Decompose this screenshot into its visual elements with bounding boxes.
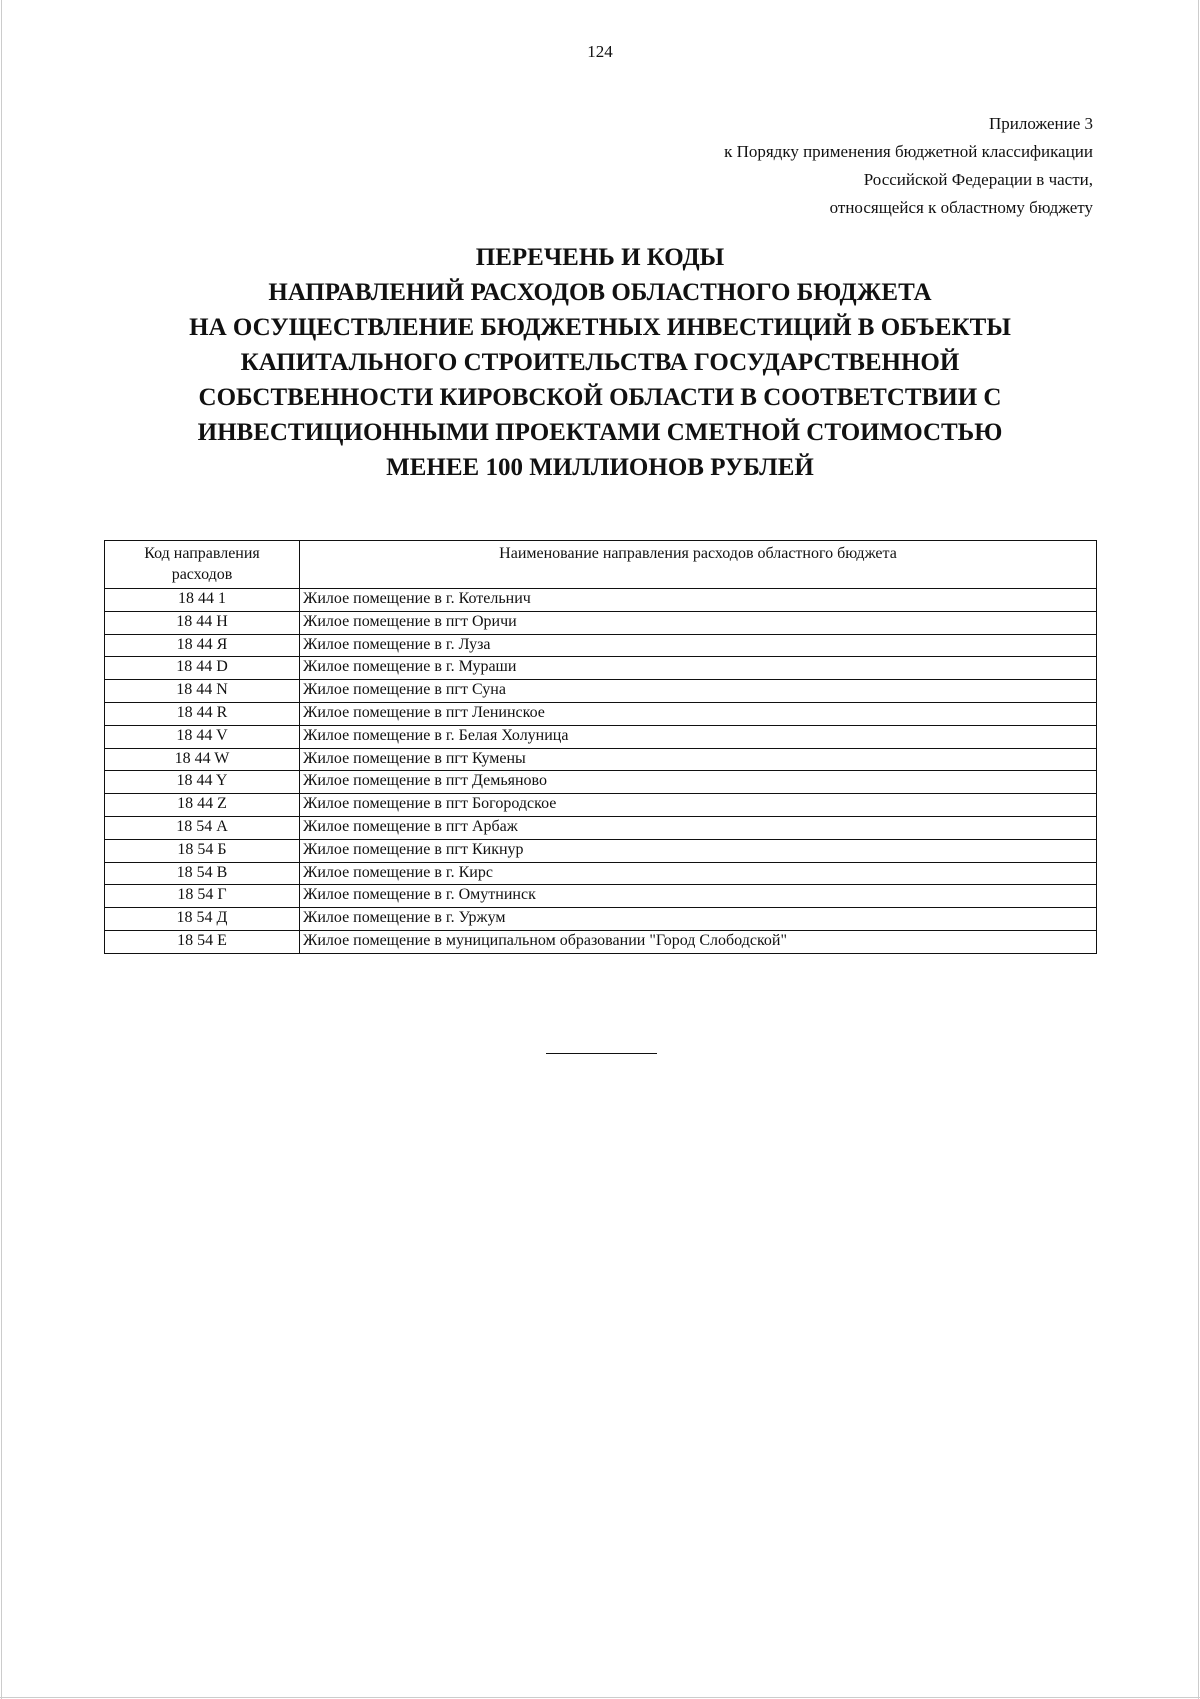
cell-name: Жилое помещение в г. Белая Холуница <box>300 725 1097 748</box>
table-row <box>105 725 1097 748</box>
cell-code: 18 44 Y <box>105 771 300 794</box>
cell-name: Жилое помещение в пгт Ленинское <box>300 702 1097 725</box>
table-row <box>105 794 1097 817</box>
table-row <box>105 885 1097 908</box>
cell-name: Жилое помещение в пгт Оричи <box>300 611 1097 634</box>
table-body <box>105 589 1097 954</box>
cell-code: 18 44 W <box>105 748 300 771</box>
cell-code: 18 54 Д <box>105 908 300 931</box>
table-row <box>105 611 1097 634</box>
header-name: Наименование направления расходов областного бюджета <box>300 541 1097 589</box>
header-code-line1: Код направления <box>144 545 260 562</box>
cell-code: 18 44 V <box>105 725 300 748</box>
header-code-line2: расходов <box>171 566 233 583</box>
table-row <box>105 589 1097 612</box>
cell-name: Жилое помещение в пгт Кикнур <box>300 839 1097 862</box>
title-line: СОБСТВЕННОСТИ КИРОВСКОЙ ОБЛАСТИ В СООТВЕТСТВИИ С <box>198 384 1002 411</box>
appendix-line: относящейся к областному бюджету <box>829 198 1093 217</box>
title-line: МЕНЕЕ 100 МИЛЛИОНОВ РУБЛЕЙ <box>386 454 814 481</box>
table-row <box>105 702 1097 725</box>
cell-code: 18 44 Н <box>105 611 300 634</box>
title-line: НАПРАВЛЕНИЙ РАСХОДОВ ОБЛАСТНОГО БЮДЖЕТА <box>268 279 932 306</box>
header-code <box>105 541 300 589</box>
title-line: ПЕРЕЧЕНЬ И КОДЫ <box>475 244 725 271</box>
cell-code: 18 44 1 <box>105 589 300 612</box>
page-edge-bottom <box>0 1697 1200 1698</box>
table-row <box>105 839 1097 862</box>
appendix-line: к Порядку применения бюджетной классификации <box>724 142 1093 161</box>
cell-code: 18 44 Z <box>105 794 300 817</box>
codes-table <box>104 540 1097 954</box>
cell-code: 18 54 Б <box>105 839 300 862</box>
cell-code: 18 44 D <box>105 657 300 680</box>
table-row <box>105 657 1097 680</box>
cell-code: 18 44 N <box>105 680 300 703</box>
table-row <box>105 680 1097 703</box>
cell-name: Жилое помещение в пгт Богородское <box>300 794 1097 817</box>
cell-code: 18 54 Е <box>105 930 300 953</box>
cell-name: Жилое помещение в г. Уржум <box>300 908 1097 931</box>
cell-code: 18 54 В <box>105 862 300 885</box>
title-line: НА ОСУЩЕСТВЛЕНИЕ БЮДЖЕТНЫХ ИНВЕСТИЦИЙ В ОБЪЕКТЫ <box>189 314 1011 341</box>
cell-name: Жилое помещение в пгт Кумены <box>300 748 1097 771</box>
table-row <box>105 816 1097 839</box>
end-divider <box>546 1053 657 1054</box>
table-row <box>105 930 1097 953</box>
cell-code: 18 54 А <box>105 816 300 839</box>
cell-name: Жилое помещение в г. Котельнич <box>300 589 1097 612</box>
table-row <box>105 862 1097 885</box>
cell-code: 18 44 Я <box>105 634 300 657</box>
cell-name: Жилое помещение в г. Омутнинск <box>300 885 1097 908</box>
table-row <box>105 771 1097 794</box>
cell-code: 18 44 R <box>105 702 300 725</box>
appendix-line: Российской Федерации в части, <box>863 170 1093 189</box>
appendix-note <box>724 110 1093 222</box>
cell-name: Жилое помещение в пгт Суна <box>300 680 1097 703</box>
table-row <box>105 908 1097 931</box>
table-row <box>105 634 1097 657</box>
cell-name: Жилое помещение в г. Луза <box>300 634 1097 657</box>
cell-name: Жилое помещение в пгт Арбаж <box>300 816 1097 839</box>
cell-name: Жилое помещение в г. Мураши <box>300 657 1097 680</box>
page-number: 124 <box>587 42 613 61</box>
appendix-line: Приложение 3 <box>989 114 1093 133</box>
title-line: КАПИТАЛЬНОГО СТРОИТЕЛЬСТВА ГОСУДАРСТВЕННОЙ <box>240 349 960 376</box>
cell-code: 18 54 Г <box>105 885 300 908</box>
codes-table-container <box>104 540 1097 954</box>
cell-name: Жилое помещение в г. Кирс <box>300 862 1097 885</box>
cell-name: Жилое помещение в муниципальном образовании "Город Слободской" <box>300 930 1097 953</box>
table-row <box>105 748 1097 771</box>
title-line: ИНВЕСТИЦИОННЫМИ ПРОЕКТАМИ СМЕТНОЙ СТОИМОСТЬЮ <box>197 419 1003 446</box>
table-header-row <box>105 541 1097 589</box>
cell-name: Жилое помещение в пгт Демьяново <box>300 771 1097 794</box>
document-title <box>0 240 1200 485</box>
